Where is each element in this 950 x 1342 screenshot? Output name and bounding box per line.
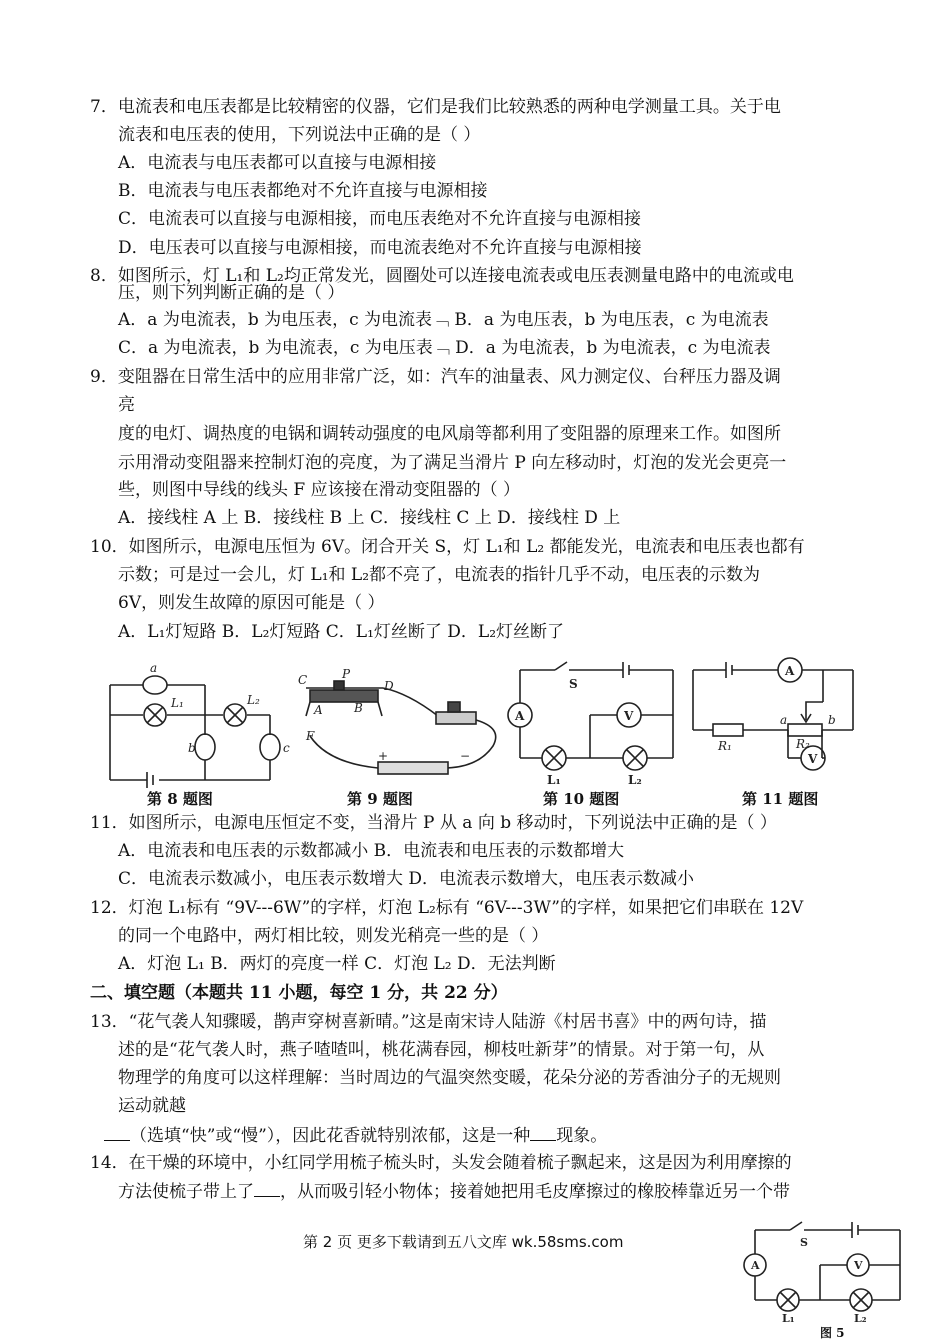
q7-option-a: A．电流表与电压表都可以直接与电源相接 — [118, 153, 437, 173]
q10-line3: 6V，则发生故障的原因可能是（ ） — [118, 593, 385, 613]
q7-line2: 流表和电压表的使用，下列说法中正确的是（ ） — [118, 125, 481, 145]
fig9-label-d: D — [384, 679, 394, 693]
figure-10-circuit — [505, 658, 680, 788]
fig10-label-l1: L₁ — [547, 773, 561, 787]
fig8-label-c: c — [283, 741, 290, 755]
figure-8-circuit — [105, 660, 295, 785]
figure-9-caption: 第 9 题图 — [347, 790, 413, 808]
fig11-label-a: a — [780, 713, 788, 727]
q9-line1: 9．变阻器在日常生活中的应用非常广泛，如：汽车的油量表、风力测定仪、台秤压力器及调 — [90, 367, 781, 387]
figure-9-rheostat-circuit — [298, 668, 508, 788]
fig11-label-ammeter: A — [785, 664, 795, 678]
q9-line2: 亮 — [118, 395, 135, 415]
q13-line5-text-a: （选填“快”或“慢”），因此花香就特别浓郁，这是一种 — [130, 1126, 531, 1146]
q10-line2: 示数；可是过一会儿，灯 L₁和 L₂都不亮了，电流表的指针几乎不动，电压表的示数为 — [118, 565, 761, 585]
fig5-label-ammeter: A — [751, 1259, 760, 1272]
fig9-label-p: P — [342, 667, 351, 681]
fig9-label-f: F — [306, 729, 315, 743]
q13-line2: 述的是“花气袭人时，燕子喳喳叫，桃花满春园，柳枝吐新芽”的情景。对于第一句，从 — [118, 1040, 765, 1060]
fig9-label-c: C — [298, 673, 308, 687]
q11-options-cd: C．电流表示数减小，电压表示数增大 D．电流表示数增大，电压表示数减小 — [118, 869, 695, 889]
fig8-label-a: a — [150, 661, 158, 675]
fig10-label-l2: L₂ — [628, 773, 642, 787]
q13-line5 — [104, 1124, 607, 1147]
fig11-label-b: b — [828, 713, 836, 727]
figure-5-circuit — [740, 1218, 910, 1336]
fig5-label-l2: L₂ — [854, 1312, 867, 1325]
q7-option-b: B．电流表与电压表都绝对不允许直接与电源相接 — [118, 181, 488, 201]
q14-line2-text-b: ，从而吸引轻小物体；接着她把用毛皮摩擦过的橡胶棒靠近另一个带 — [280, 1182, 790, 1202]
fig8-label-b: b — [188, 741, 196, 755]
q8-options-ab: A．a 为电流表，b 为电压表，c 为电流表﹁ B．a 为电压表，b 为电压表，c 为电流表 — [118, 310, 769, 330]
q7-line1: 7．电流表和电压表都是比较精密的仪器，它们是我们比较熟悉的两种电学测量工具。关于电 — [90, 97, 781, 117]
q13-line4: 运动就越 — [118, 1096, 186, 1116]
fig9-label-plus: + — [378, 749, 389, 763]
fig5-label-s: S — [800, 1236, 808, 1249]
q9-options: A．接线柱 A 上 B．接线柱 B 上 C．接线柱 C 上 D．接线柱 D 上 — [118, 508, 621, 528]
q13-answer-blank-1[interactable] — [104, 1124, 130, 1141]
q8-line1: 8．如图所示，灯 L₁和 L₂均正常发光，圆圈处可以连接电流表或电压表测量电路中的电流或电 — [90, 266, 794, 286]
q10-options: A．L₁灯短路 B．L₂灯短路 C．L₁灯丝断了 D．L₂灯丝断了 — [118, 622, 565, 642]
fig10-label-s: S — [569, 677, 578, 691]
q14-line2-text-a: 方法使梳子带上了 — [118, 1182, 254, 1202]
figure-8-caption: 第 8 题图 — [147, 790, 213, 808]
fig11-label-voltmeter: V — [808, 752, 818, 766]
fig8-label-l1: L₁ — [171, 696, 184, 710]
fig10-label-voltmeter: V — [624, 709, 634, 723]
figure-10-caption: 第 10 题图 — [543, 790, 620, 808]
q7-option-c: C．电流表可以直接与电源相接，而电压表绝对不允许直接与电源相接 — [118, 209, 642, 229]
q11-options-ab: A．电流表和电压表的示数都减小 B．电流表和电压表的示数都增大 — [118, 841, 625, 861]
figure-5-caption: 图 5 — [820, 1326, 845, 1340]
fig5-label-l1: L₁ — [782, 1312, 795, 1325]
q8-options-cd: C．a 为电流表，b 为电流表，c 为电压表﹁ D．a 为电流表，b 为电流表，c 为电流表 — [118, 338, 771, 358]
fig10-label-ammeter: A — [515, 709, 525, 723]
fig11-label-r1: R₁ — [718, 739, 732, 753]
q13-answer-blank-2[interactable] — [530, 1124, 556, 1141]
figure-11-caption: 第 11 题图 — [742, 790, 819, 808]
fig9-label-a: A — [314, 703, 323, 717]
q13-line5-text-b: 现象。 — [556, 1126, 608, 1146]
section-2-title: 二、填空题（本题共 11 小题，每空 1 分，共 22 分） — [90, 983, 508, 1003]
q7-option-d: D．电压表可以直接与电源相接，而电流表绝对不允许直接与电源相接 — [118, 238, 642, 258]
q12-line2: 的同一个电路中，两灯相比较，则发光稍亮一些的是（ ） — [118, 926, 549, 946]
page-footer: 第 2 页 更多下载请到五八文库 wk.58sms.com — [303, 1233, 624, 1251]
q9-line4: 示用滑动变阻器来控制灯泡的亮度，为了满足当滑片 P 向左移动时，灯泡的发光会更亮一 — [118, 453, 787, 473]
figure-11-circuit — [688, 658, 863, 783]
q10-line1: 10．如图所示，电源电压恒为 6V。闭合开关 S，灯 L₁和 L₂ 都能发光，电流表和电压表也都有 — [90, 537, 805, 557]
q14-answer-blank-1[interactable] — [254, 1180, 280, 1197]
q11-line1: 11．如图所示，电源电压恒定不变，当滑片 P 从 a 向 b 移动时，下列说法中正确的是（ ） — [90, 813, 777, 833]
q13-line3: 物理学的角度可以这样理解：当时周边的气温突然变暖，花朵分泌的芳香油分子的无规则 — [118, 1068, 781, 1088]
fig8-label-l2: L₂ — [247, 693, 260, 707]
q9-line3: 度的电灯、调热度的电锅和调转动强度的电风扇等都利用了变阻器的原理来工作。如图所 — [118, 424, 781, 444]
q13-line1: 13．“花气袭人知骤暖，鹊声穿树喜新晴。”这是南宋诗人陆游《村居书喜》中的两句诗，描 — [90, 1012, 767, 1032]
fig9-label-minus: − — [460, 749, 471, 763]
q8-line2: 压，则下列判断正确的是（ ） — [118, 283, 345, 303]
q12-line1: 12．灯泡 L₁标有 “9V---6W”的字样，灯泡 L₂标有 “6V---3W”的字样，如果把它们串联在 12V — [90, 898, 804, 918]
q14-line2 — [118, 1180, 790, 1203]
q9-line5: 些，则图中导线的线头 F 应该接在滑动变阻器的（ ） — [118, 480, 521, 500]
fig5-label-voltmeter: V — [854, 1259, 863, 1272]
q12-options: A．灯泡 L₁ B．两灯的亮度一样 C．灯泡 L₂ D．无法判断 — [118, 954, 556, 974]
fig9-label-b: B — [354, 701, 363, 715]
q14-line1: 14．在干燥的环境中，小红同学用梳子梳头时，头发会随着梳子飘起来，这是因为利用摩擦的 — [90, 1153, 792, 1173]
fig11-label-r2: R₂ — [796, 737, 810, 751]
